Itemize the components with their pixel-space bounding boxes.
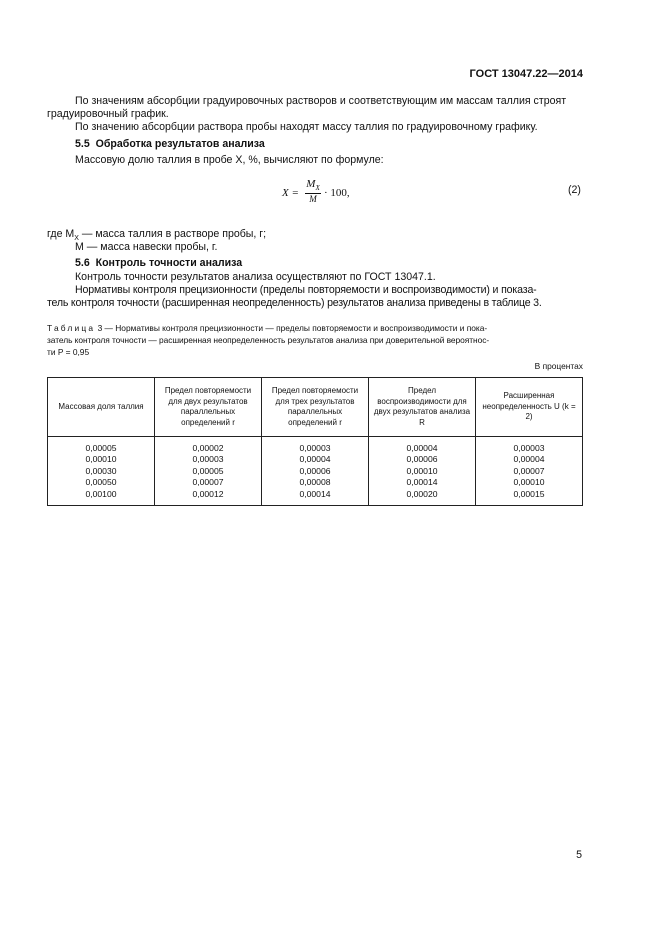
precision-table [47, 377, 583, 506]
table-cell: 0,00010 [476, 477, 583, 488]
header-uncertainty: Расширенная неопределенность U (k = 2) [476, 378, 583, 437]
table-row [48, 437, 583, 455]
formula-lhs [282, 187, 299, 199]
paragraph-1-line-1: По значениям абсорбции градуировочных растворов и соответствующим им массам таллия строят [75, 95, 567, 107]
table-cell: 0,00030 [48, 466, 155, 477]
table-cell: 0,00008 [262, 477, 369, 488]
section-5-6-line-2: Нормативы контроля прецизионности (пределы повторяемости и воспроизводимости) и показа- [75, 284, 537, 296]
formula-denominator: M [309, 194, 317, 205]
table-row [48, 489, 583, 506]
table-cell: 0,00007 [155, 477, 262, 488]
table-row [48, 477, 583, 488]
table-cell: 0,00003 [155, 454, 262, 465]
header-reproducibility: Предел воспроизводимости для двух результатов анализа R [369, 378, 476, 437]
section-5-5-text: Массовую долю таллия в пробе X, %, вычисляют по формуле: [75, 154, 384, 166]
header-mass-fraction: Массовая доля таллия [48, 378, 155, 437]
table-cell: 0,00050 [48, 477, 155, 488]
table-cell: 0,00007 [476, 466, 583, 477]
section-5-6-line-1: Контроль точности результатов анализа осуществляют по ГОСТ 13047.1. [75, 271, 436, 283]
table-cell: 0,00005 [48, 437, 155, 455]
where-line-1-rest: — масса таллия в растворе пробы, г; [78, 228, 267, 240]
section-5-6-number: 5.6 [75, 257, 90, 269]
table-units: В процентах [534, 361, 583, 371]
table-header-row [48, 378, 583, 437]
table-cell: 0,00004 [369, 437, 476, 455]
formula-numerator [305, 178, 321, 194]
formula-fraction [305, 178, 321, 204]
table-cell: 0,00010 [48, 454, 155, 465]
table-caption-text: 3 — Нормативы контроля прецизионности — пределы повторяемости и воспроизводимости и пока- [95, 323, 488, 333]
table-cell: 0,00005 [155, 466, 262, 477]
table-cell: 0,00014 [262, 489, 369, 506]
formula-number: (2) [568, 184, 581, 196]
header-repeatability-three: Предел повторяемости для трех результатов параллельных определений r [262, 378, 369, 437]
table-cell: 0,00100 [48, 489, 155, 506]
document-code: ГОСТ 13047.22—2014 [469, 68, 583, 80]
formula-lhs-text: X = [282, 187, 299, 199]
table-cell: 0,00004 [476, 454, 583, 465]
table-cell: 0,00004 [262, 454, 369, 465]
section-5-5-title: Обработка результатов анализа [95, 138, 265, 150]
table-cell: 0,00010 [369, 466, 476, 477]
table-row [48, 454, 583, 465]
where-line-1-sub: X [74, 235, 79, 243]
section-5-5-number: 5.5 [75, 138, 90, 150]
table-cell: 0,00012 [155, 489, 262, 506]
table-cell: 0,00003 [476, 437, 583, 455]
table-caption-line-1 [47, 323, 487, 335]
table-cell: 0,00006 [262, 466, 369, 477]
table-caption-label: Таблица [47, 323, 96, 333]
table-caption-line-3: ти P = 0,95 [47, 347, 90, 357]
where-line-1-prefix: где M [47, 228, 75, 240]
table-cell: 0,00015 [476, 489, 583, 506]
section-5-6-line-3: тель контроля точности (расширенная неопределенность) результатов анализа приведены в таблице 3. [47, 297, 542, 309]
where-line-2: M — масса навески пробы, г. [75, 241, 218, 253]
page-number: 5 [576, 849, 582, 861]
section-5-5-heading [75, 137, 265, 151]
table-cell: 0,00003 [262, 437, 369, 455]
table-cell: 0,00020 [369, 489, 476, 506]
formula-numerator-text: M [306, 178, 316, 190]
table-caption-line-2: затель контроля точности — расширенная неопределенность результатов анализа при доверительной вероятнос- [47, 335, 490, 345]
section-5-6-heading [75, 256, 242, 270]
formula-rhs: · 100, [324, 187, 350, 199]
table-cell: 0,00014 [369, 477, 476, 488]
table-cell: 0,00006 [369, 454, 476, 465]
paragraph-2: По значению абсорбции раствора пробы находят массу таллия по градуировочному графику. [75, 121, 538, 133]
formula-numerator-sub: X [315, 184, 320, 193]
table-cell: 0,00002 [155, 437, 262, 455]
header-repeatability-two: Предел повторяемости для двух результатов параллельных определений r [155, 378, 262, 437]
table-row [48, 466, 583, 477]
section-5-6-title: Контроль точности анализа [95, 257, 243, 269]
paragraph-1-line-2: градуировочный график. [47, 108, 169, 120]
